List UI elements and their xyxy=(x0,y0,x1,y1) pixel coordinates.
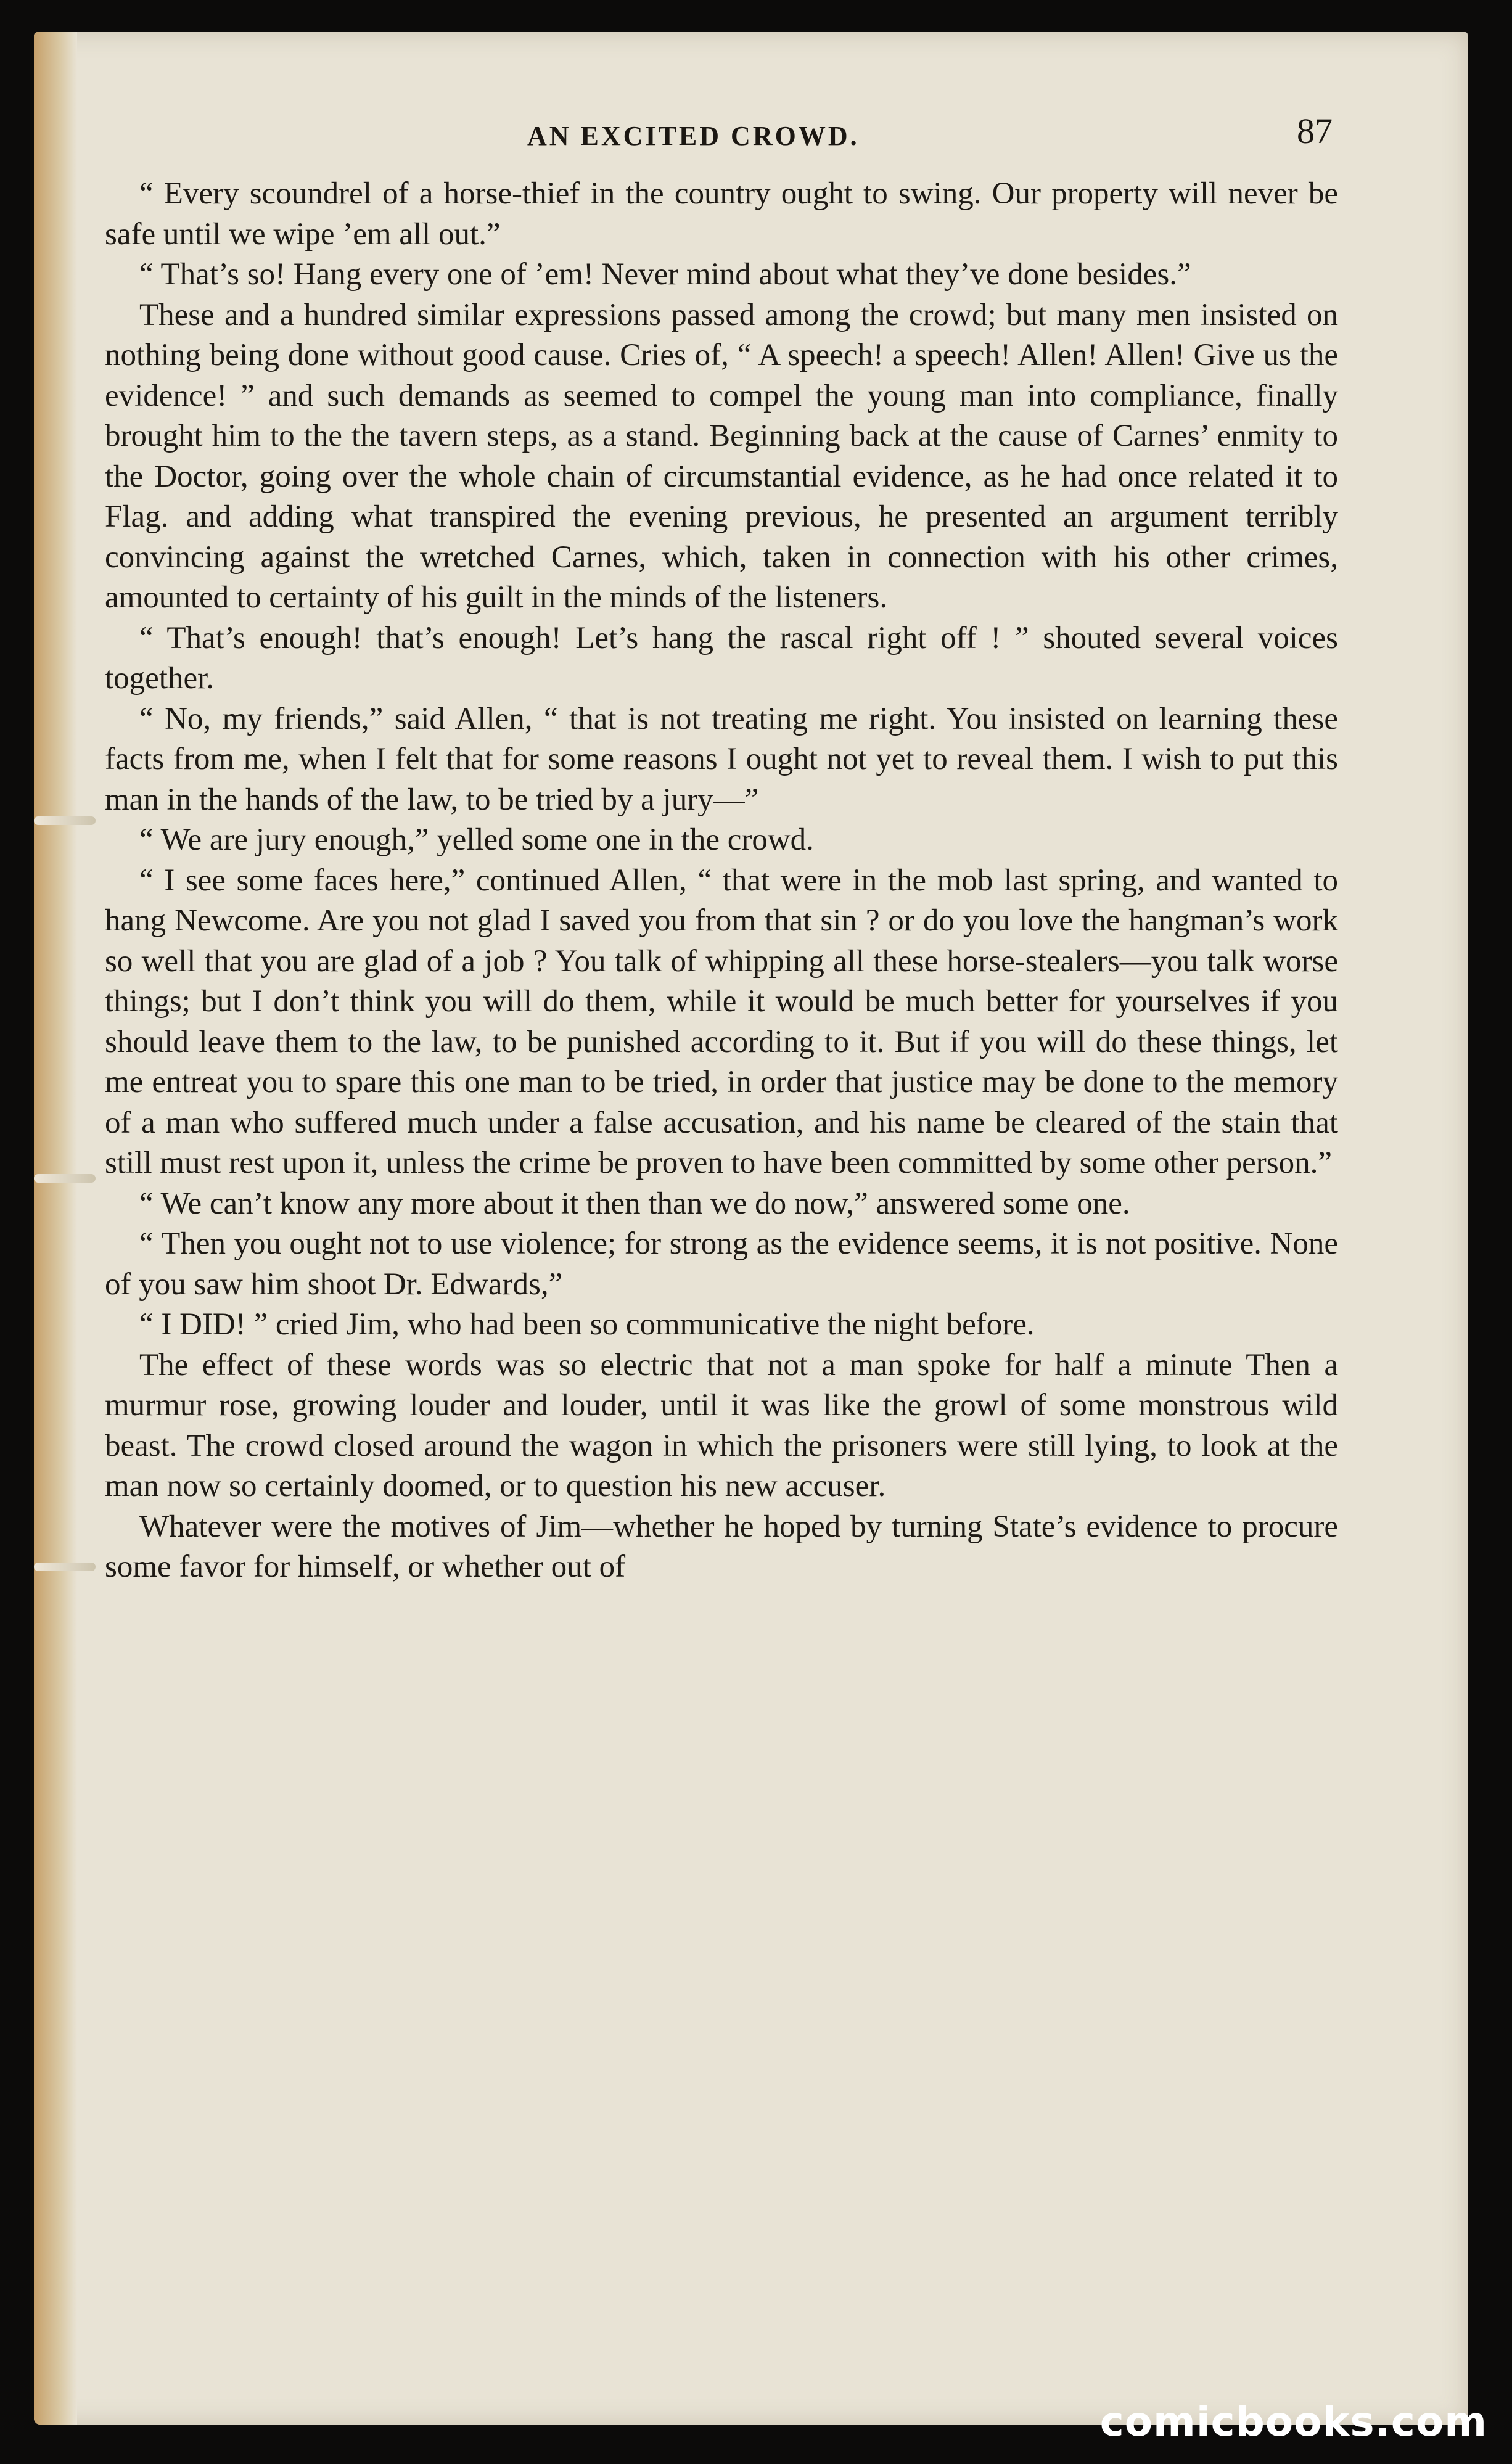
paragraph: “ We are jury enough,” yelled some one in the crowd. xyxy=(139,823,814,857)
body-text xyxy=(105,174,1338,1588)
paragraph: The effect of these words was so electric that not a man spoke for half a minute Then a murmur rose, growing louder and louder, until it was like the growl of some monstrous wild beast. The crowd closed around the wagon in which the prisoners were still lying, to look at the man now so certainly doomed, or to question his new accuser. xyxy=(105,1347,1338,1503)
paragraph: “ I see some faces here,” continued Allen, “ that were in the mob last spring, and wanted to hang Newcome. Are you not glad I saved you from that sin ? or do you love the hangman’s work so well that you are glad of a job ? You talk of whipping all these horse-stealers—you talk worse things; but I don’t think you will do them, while it would be much better for yourselves if you should leave them to the law, to be punished according to it. But if you will do these things, let me entreat you to spare this one man to be tried, in order that justice may be done to the memory of a man who suffered much under a false accusation, and his name be cleared of the stain that still must rest upon it, unless the crime be proven to have been committed by some other person.” xyxy=(105,863,1338,1180)
running-title: AN EXCITED CROWD. xyxy=(527,121,860,151)
watermark-logo: comicbooks.com xyxy=(1099,2398,1487,2446)
paragraph: “ That’s so! Hang every one of ’em! Never mind about what they’ve done besides.” xyxy=(139,257,1191,292)
paragraph: These and a hundred similar expressions passed among the crowd; but many men insisted on nothing being done without good cause. Cries of, “ A speech! a speech! Allen! Allen! Give us the evidence! ” and such demands as seemed to compel the young man into compliance, finally brought him to the the tavern steps, as a stand. Beginning back at the cause of Carnes’ enmity to the Doctor, going over the whole chain of circumstantial evidence, as he had once related it to Flag. and adding what transpired the evening previous, he presented an argument terribly convincing against the wretched Carnes, which, taken in connection with his other crimes, amounted to certainty of his guilt in the minds of the listeners. xyxy=(105,297,1338,615)
paragraph: “ That’s enough! that’s enough! Let’s hang the rascal right off ! ” shouted several voices together. xyxy=(105,620,1338,696)
binding-thread xyxy=(34,1563,96,1571)
paragraph: “ I DID! ” cried Jim, who had been so communicative the night before. xyxy=(139,1307,1035,1342)
paragraph: “ We can’t know any more about it then than we do now,” answered some one. xyxy=(139,1186,1130,1221)
page-gutter xyxy=(34,32,77,2425)
binding-thread xyxy=(34,816,96,825)
paragraph: “ Every scoundrel of a horse-thief in the country ought to swing. Our property will never be safe until we wipe ’em all out.” xyxy=(105,176,1338,252)
paragraph: “ No, my friends,” said Allen, “ that is not treating me right. You insisted on learning these facts from me, when I felt that for some reasons I ought not yet to reveal them. I wish to put this man in the hands of the law, to be tried by a jury—” xyxy=(105,701,1338,817)
book-page xyxy=(34,32,1468,2425)
binding-thread xyxy=(34,1174,96,1183)
page-number: 87 xyxy=(1297,111,1333,151)
running-head xyxy=(34,97,1468,151)
paragraph: Whatever were the motives of Jim—whether he hoped by turning State’s evidence to procure some favor for himself, or whether out of xyxy=(105,1509,1338,1584)
paragraph: “ Then you ought not to use violence; for strong as the evidence seems, it is not positive. None of you saw him shoot Dr. Edwards,” xyxy=(105,1226,1338,1302)
